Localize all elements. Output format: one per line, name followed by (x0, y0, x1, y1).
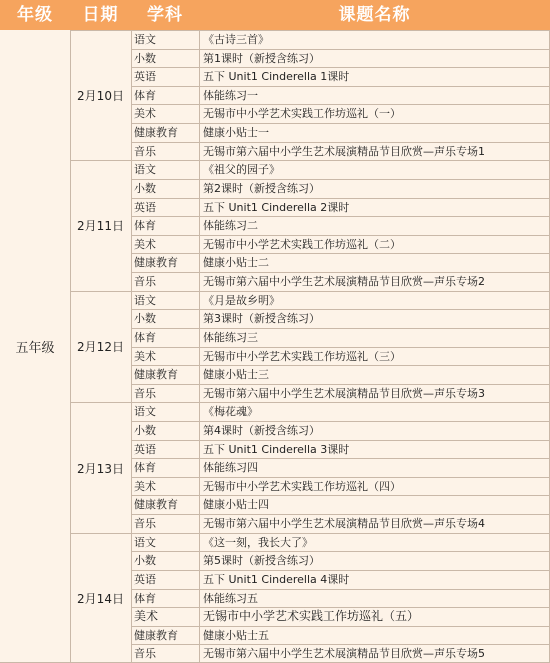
subject-cell: 小数 (134, 181, 156, 195)
table-row (131, 347, 550, 366)
topic-cell: 无锡市中小学艺术实践工作坊巡礼（一） (203, 107, 401, 121)
subject-cell: 健康教育 (134, 256, 178, 270)
topic-cell: 五下 Unit1 Cinderella 4课时 (203, 572, 350, 586)
topic-cell: 健康小贴士五 (203, 628, 269, 642)
topic-cell: 第2课时（新授含练习） (203, 181, 320, 195)
topic-cell: 《梅花魂》 (203, 405, 258, 419)
subject-cell: 体育 (134, 330, 156, 344)
topic-cell: 体能练习四 (203, 461, 258, 475)
table-row (131, 272, 550, 291)
subject-cell: 健康教育 (134, 628, 178, 642)
table-row (131, 49, 550, 68)
divider (70, 30, 71, 663)
topic-cell: 无锡市中小学艺术实践工作坊巡礼（五） (203, 609, 420, 624)
subject-cell: 美术 (134, 479, 156, 493)
subject-cell: 体育 (134, 219, 156, 233)
table-row (131, 644, 550, 663)
subject-cell: 英语 (134, 70, 156, 84)
table-row (131, 533, 550, 552)
topic-cell: 第1课时（新授含练习） (203, 51, 320, 65)
table-row (131, 253, 550, 272)
topic-cell: 无锡市中小学艺术实践工作坊巡礼（四） (203, 479, 401, 493)
subject-cell: 语文 (134, 163, 156, 177)
subject-cell: 体育 (134, 88, 156, 102)
subject-cell: 体育 (134, 591, 156, 605)
topic-cell: 无锡市第六届中小学生艺术展演精品节目欣赏—声乐专场1 (203, 144, 485, 158)
table-row (131, 160, 550, 179)
subject-cell: 语文 (134, 33, 156, 46)
topic-cell: 体能练习五 (203, 591, 258, 605)
topic-cell: 体能练习二 (203, 219, 258, 233)
table-row (131, 626, 550, 645)
topic-cell: 健康小贴士二 (203, 256, 269, 270)
subject-cell: 音乐 (134, 647, 156, 661)
table-row (131, 235, 550, 254)
table-header (0, 0, 550, 30)
topic-cell: 第5课时（新授含练习） (203, 554, 320, 568)
topic-cell: 无锡市第六届中小学生艺术展演精品节目欣赏—声乐专场2 (203, 275, 485, 289)
table-row (131, 179, 550, 198)
grade-cell: 五年级 (15, 341, 55, 356)
table-row (131, 309, 550, 328)
topic-cell: 无锡市第六届中小学生艺术展演精品节目欣赏—声乐专场3 (203, 386, 485, 400)
table-row (131, 30, 550, 49)
subject-cell: 健康教育 (134, 498, 178, 512)
subject-cell: 健康教育 (134, 126, 178, 140)
divider (199, 30, 200, 663)
table-row (131, 123, 550, 142)
subject-cell: 小数 (134, 423, 156, 437)
subject-cell: 美术 (134, 609, 159, 624)
table-row (131, 365, 550, 384)
table-row (131, 607, 550, 626)
subject-cell: 语文 (134, 535, 156, 549)
date-cell: 2月10日 (70, 30, 131, 160)
table-row (131, 142, 550, 161)
topic-cell: 无锡市第六届中小学生艺术展演精品节目欣赏—声乐专场5 (203, 647, 485, 661)
subject-cell: 音乐 (134, 517, 156, 531)
subject-cell: 英语 (134, 200, 156, 214)
subject-cell: 音乐 (134, 144, 156, 158)
topic-cell: 无锡市中小学艺术实践工作坊巡礼（二） (203, 237, 401, 251)
subject-cell: 英语 (134, 442, 156, 456)
table-row (131, 514, 550, 533)
topic-cell: 《祖父的园子》 (203, 163, 280, 177)
table-row (131, 198, 550, 217)
date-cell: 2月13日 (70, 402, 131, 532)
header-topic: 课题名称 (338, 5, 411, 25)
header-date: 日期 (82, 5, 119, 25)
table-row (131, 328, 550, 347)
topic-cell: 五下 Unit1 Cinderella 1课时 (203, 70, 350, 84)
table-row (131, 216, 550, 235)
header-grade: 年级 (17, 5, 53, 25)
topic-cell: 无锡市第六届中小学生艺术展演精品节目欣赏—声乐专场4 (203, 517, 485, 531)
topic-cell: 健康小贴士一 (203, 126, 269, 140)
table-row (131, 551, 550, 570)
subject-cell: 健康教育 (134, 368, 178, 382)
table-row (131, 570, 550, 589)
table-row (131, 495, 550, 514)
topic-cell: 健康小贴士三 (203, 368, 269, 382)
topic-cell: 第4课时（新授含练习） (203, 423, 320, 437)
subject-cell: 小数 (134, 312, 156, 326)
subject-cell: 音乐 (134, 275, 156, 289)
table-row (131, 458, 550, 477)
table-row (131, 440, 550, 459)
subject-cell: 小数 (134, 51, 156, 65)
header-subject: 学科 (147, 5, 183, 25)
topic-cell: 五下 Unit1 Cinderella 3课时 (203, 442, 350, 456)
table-row (131, 67, 550, 86)
topic-cell: 健康小贴士四 (203, 498, 269, 512)
table-row (131, 104, 550, 123)
date-cell: 2月11日 (70, 160, 131, 290)
subject-cell: 美术 (134, 349, 156, 363)
topic-cell: 第3课时（新授含练习） (203, 312, 320, 326)
topic-cell: 体能练习三 (203, 330, 258, 344)
topic-cell: 无锡市中小学艺术实践工作坊巡礼（三） (203, 349, 401, 363)
topic-cell: 《这一刻，我长大了》 (203, 535, 313, 549)
date-cell: 2月12日 (70, 291, 131, 403)
topic-cell: 《月是故乡明》 (203, 293, 280, 307)
subject-cell: 音乐 (134, 386, 156, 400)
divider (131, 30, 132, 663)
subject-cell: 语文 (134, 293, 156, 307)
table-row (131, 384, 550, 403)
subject-cell: 美术 (134, 107, 156, 121)
table-row (131, 402, 550, 421)
table-row (131, 421, 550, 440)
topic-cell: 五下 Unit1 Cinderella 2课时 (203, 200, 350, 214)
subject-cell: 小数 (134, 554, 156, 568)
table-row (131, 86, 550, 105)
table-row (131, 589, 550, 608)
topic-cell: 《古诗三首》 (203, 33, 269, 46)
subject-cell: 体育 (134, 461, 156, 475)
date-cell: 2月14日 (70, 533, 131, 663)
topic-cell: 体能练习一 (203, 88, 258, 102)
table-row (131, 477, 550, 496)
subject-cell: 英语 (134, 572, 156, 586)
subject-cell: 美术 (134, 237, 156, 251)
subject-cell: 语文 (134, 405, 156, 419)
table-row (131, 291, 550, 310)
